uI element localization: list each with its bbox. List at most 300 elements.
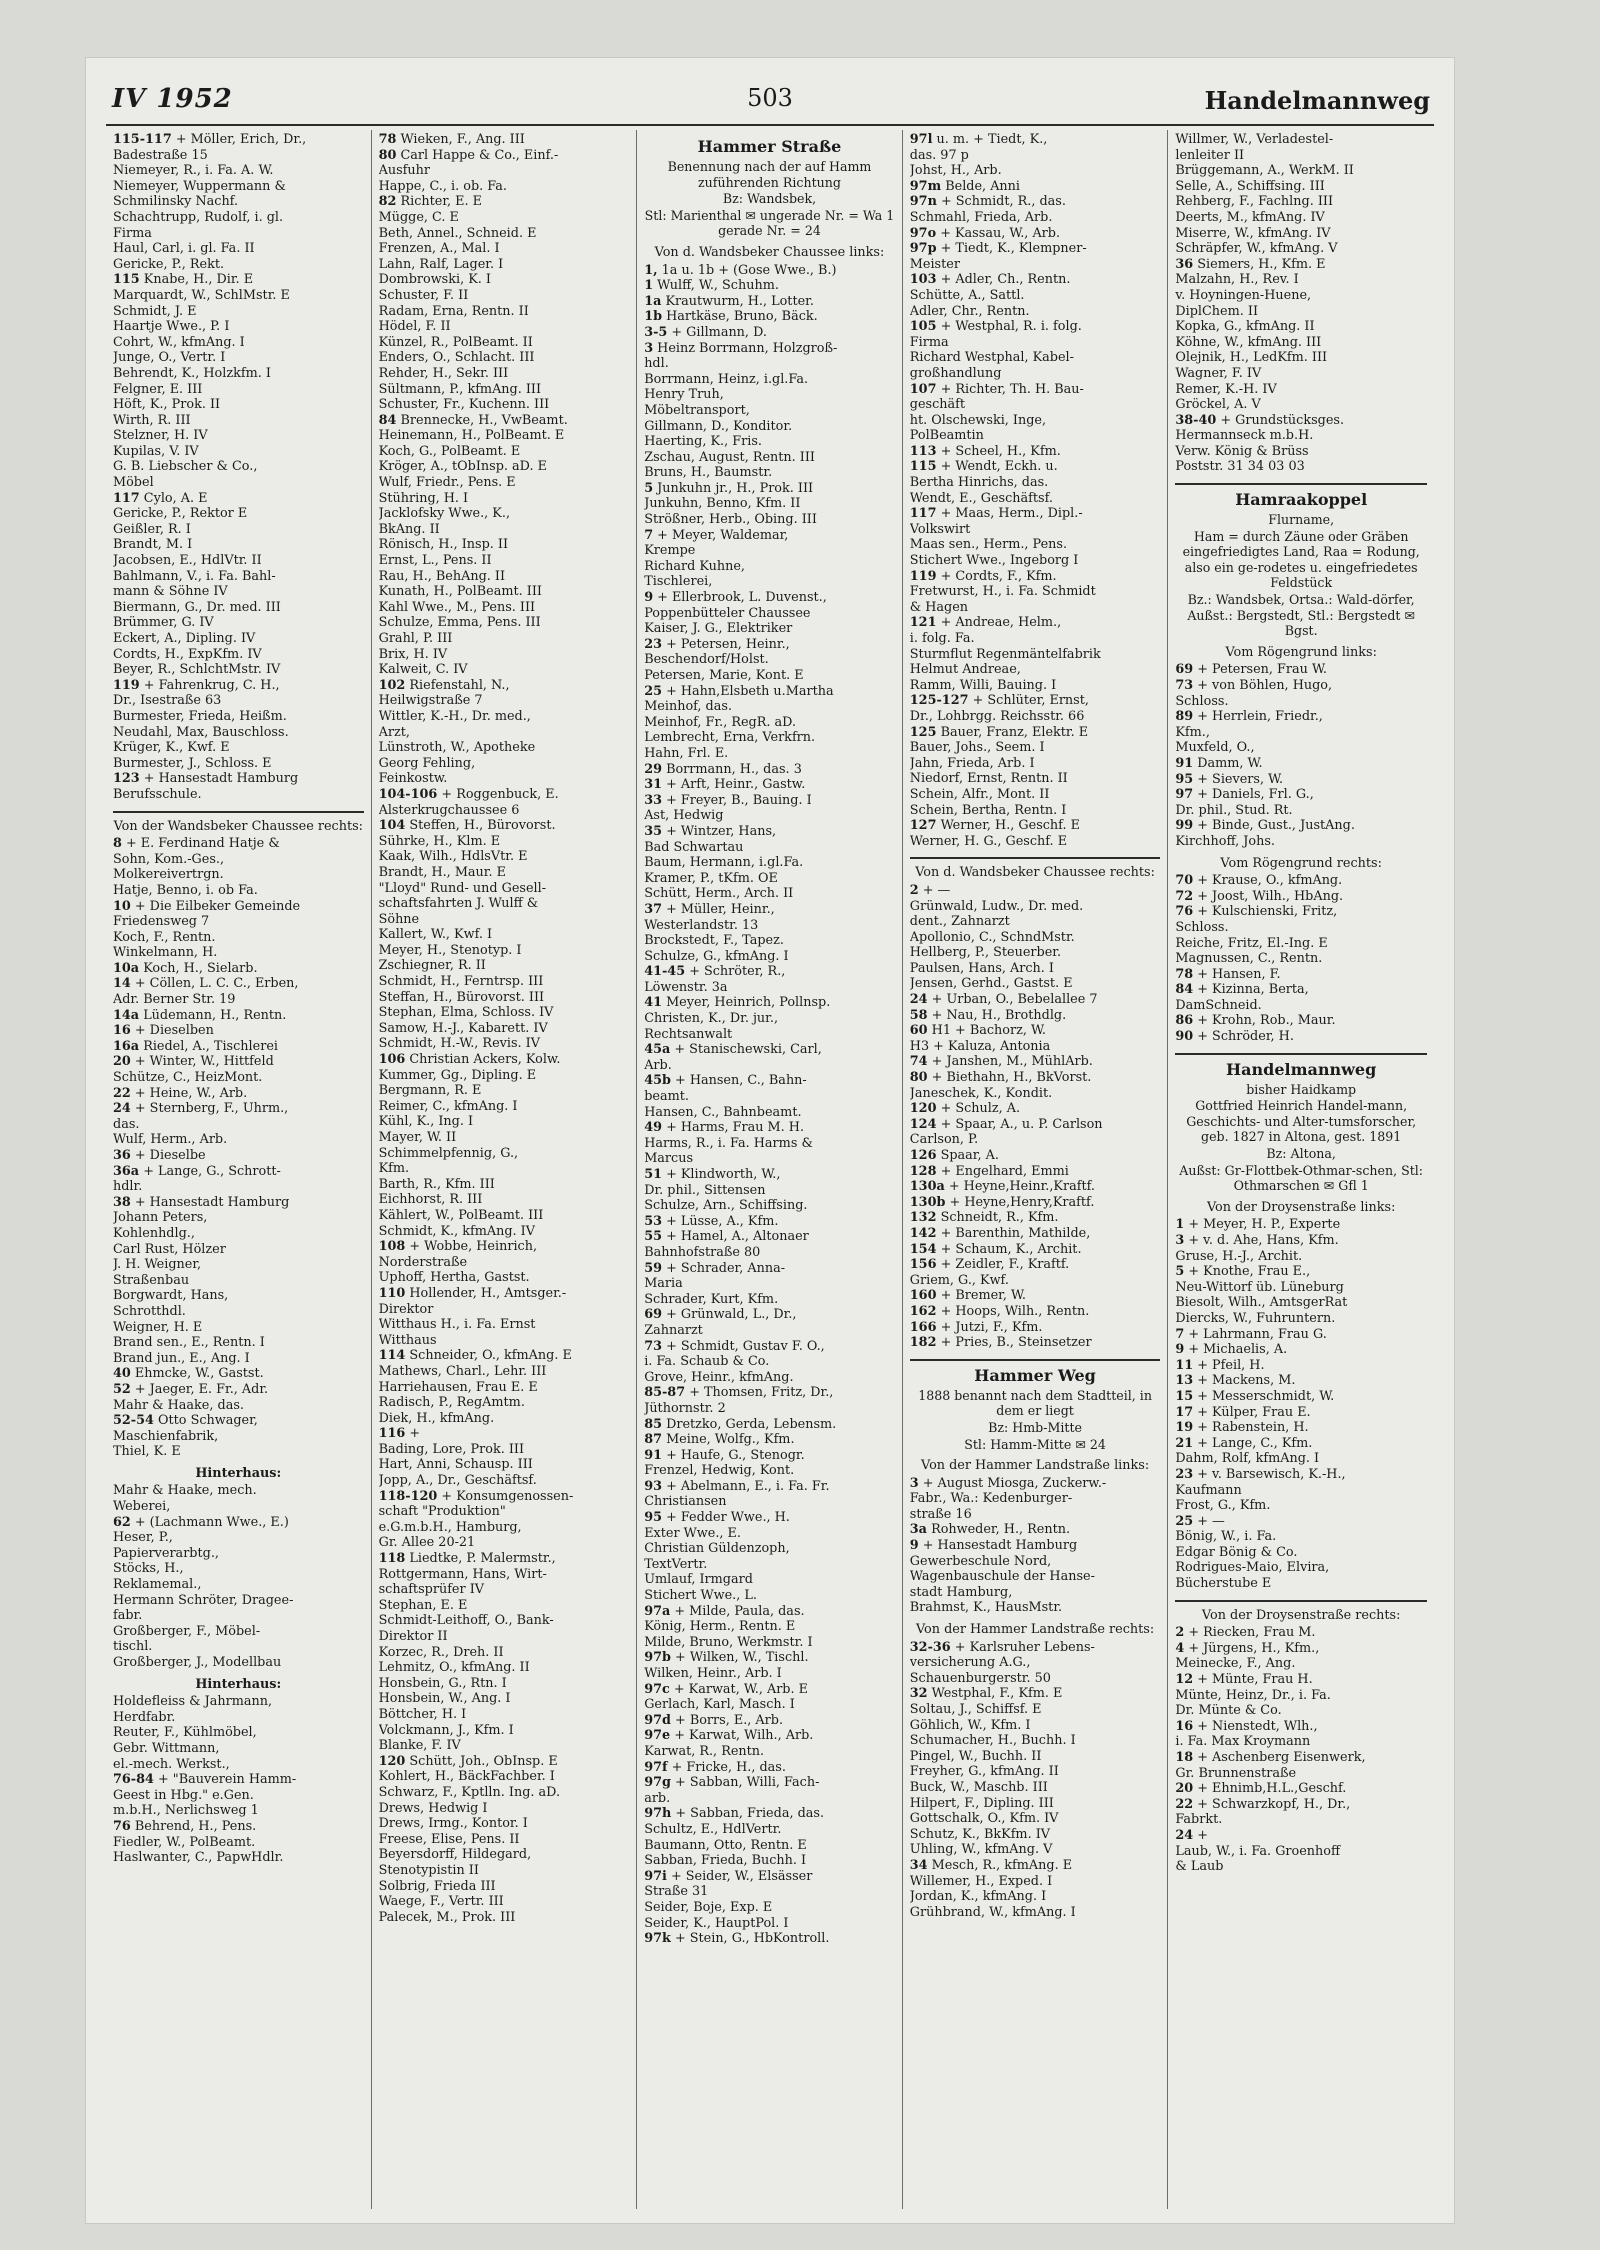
directory-entry: [113, 1366, 364, 1382]
directory-entry: [1175, 1734, 1427, 1750]
directory-entry: [113, 288, 364, 304]
directory-entry: [910, 226, 1161, 242]
directory-entry: [379, 1036, 630, 1052]
directory-entry: [644, 1635, 895, 1651]
entry-text: Freese, Elise, Pens. II: [378, 1831, 520, 1847]
directory-entry: [113, 1819, 364, 1835]
directory-entry: [379, 1005, 630, 1021]
directory-entry: [910, 631, 1161, 647]
directory-entry: [1175, 210, 1427, 226]
house-number: 58: [909, 1007, 928, 1023]
section-subheading: Von d. Wandsbeker Chaussee rechts:: [915, 865, 1155, 881]
entry-text: Henry Truh,: [644, 387, 724, 403]
entry-text: Stühring, H. I: [378, 490, 469, 506]
directory-entry: [113, 1413, 364, 1429]
entry-text: Hart, Anni, Schausp. III: [378, 1457, 533, 1473]
directory-entry: [379, 896, 630, 912]
directory-entry: [379, 1535, 630, 1551]
entry-text: Badestraße 15: [113, 147, 208, 163]
entry-text: + Richter, Th. H. Bau-: [940, 381, 1084, 397]
entry-text: Seider, K., HauptPol. I: [644, 1915, 789, 1931]
section-divider: [1175, 483, 1427, 485]
section-subheading: Hinterhaus:: [195, 1676, 282, 1692]
directory-entry: [910, 444, 1161, 460]
entry-text: Grühbrand, W., kfmAng. I: [909, 1904, 1076, 1920]
directory-entry: [910, 992, 1161, 1008]
house-number: 76: [113, 1818, 131, 1834]
directory-entry: [910, 1054, 1161, 1070]
entry-text: + Dieselbe: [134, 1148, 206, 1163]
directory-entry: [379, 1691, 630, 1707]
entry-text: + Klindworth, W.,: [666, 1167, 781, 1182]
directory-entry: [113, 1039, 364, 1055]
entry-text: Sturmflut Regenmäntelfabrik: [909, 646, 1101, 662]
entry-text: Borrmann, Heinz, i.gl.Fa.: [644, 371, 809, 387]
entry-text: + Karwat, Wilh., Arb.: [674, 1728, 814, 1744]
entry-text: Solbrig, Frieda III: [378, 1878, 496, 1894]
entry-text: & Hagen: [909, 599, 969, 615]
entry-text: Schumacher, H., Buchh. I: [909, 1733, 1076, 1749]
entry-text: + Hahn,Elsbeth u.Martha: [666, 683, 834, 699]
entry-text: Grünwald, Ludw., Dr. med.: [909, 898, 1084, 914]
directory-entry: [1175, 787, 1427, 803]
directory-entry: [644, 793, 895, 809]
entry-text: Dr., Isestraße 63: [113, 693, 222, 709]
directory-entry: [1175, 194, 1427, 210]
entry-text: Rönisch, H., Insp. II: [378, 537, 509, 553]
entry-text: Haartje Wwe., P. I: [113, 319, 230, 335]
entry-text: Westphal, F., Kfm. E: [931, 1686, 1063, 1702]
entry-text: Werner, H. G., Geschf. E: [909, 833, 1068, 849]
house-number: 97c: [644, 1681, 670, 1697]
directory-entry: [379, 553, 630, 569]
house-number: 41: [644, 995, 662, 1011]
entry-text: DiplChem. II: [1175, 303, 1258, 319]
entry-text: Soltau, J., Schiffsf. E: [909, 1702, 1042, 1717]
directory-entry: [113, 662, 364, 678]
directory-entry: [644, 840, 895, 856]
directory-entry: [113, 1382, 364, 1398]
entry-text: Olejnik, H., LedKfm. III: [1175, 350, 1328, 366]
entry-text: Poppenbütteler Chaussee: [644, 605, 811, 621]
directory-entry: [379, 849, 630, 865]
entry-text: Schimmelpfennig, G.,: [378, 1145, 519, 1161]
directory-entry: [1175, 1498, 1427, 1514]
entry-text: Volckmann, J., Kfm. I: [378, 1722, 514, 1738]
house-number: 97a: [644, 1603, 671, 1619]
directory-entry: [379, 1832, 630, 1848]
house-number: 104: [378, 818, 406, 834]
directory-entry: [644, 1697, 895, 1713]
directory-entry: [644, 1791, 895, 1807]
house-number: 102: [378, 677, 406, 693]
directory-entry: [113, 1320, 364, 1336]
entry-text: Baumann, Otto, Rentn. E: [644, 1837, 807, 1853]
entry-text: Meister: [909, 256, 960, 272]
entry-text: Cohrt, W., kfmAng. I: [113, 334, 245, 350]
directory-entry: [379, 1863, 630, 1879]
entry-text: Niemeyer, R., i. Fa. A. W.: [113, 163, 274, 179]
directory-entry: [113, 771, 364, 787]
house-number: 24: [1175, 1827, 1194, 1843]
directory-entry: [379, 1723, 630, 1739]
house-number: 7: [644, 527, 654, 543]
directory-entry: [379, 522, 630, 538]
entry-text: + Dieselben: [134, 1023, 214, 1039]
house-number: 91: [1175, 755, 1194, 771]
entry-text: Kopka, G., kfmAng. II: [1175, 319, 1315, 335]
directory-entry: [644, 1073, 895, 1089]
directory-entry: [1175, 1342, 1427, 1358]
entry-text: Behrendt, K., Holzkfm. I: [113, 365, 271, 381]
entry-text: Jahn, Frieda, Arb. I: [909, 755, 1035, 771]
entry-text: geschäft: [909, 397, 966, 413]
entry-text: Karwat, R., Rentn.: [644, 1743, 765, 1759]
directory-entry: [379, 912, 630, 928]
house-number: 125: [909, 724, 937, 740]
entry-text: Willmer, W., Verladestel-: [1175, 132, 1334, 147]
directory-entry: [1175, 1641, 1427, 1657]
house-number: 97o: [909, 225, 937, 241]
entry-text: beamt.: [644, 1089, 689, 1105]
entry-text: Hollender, H., Amtsger.-: [409, 1285, 567, 1301]
directory-entry: [644, 1916, 895, 1932]
house-number: 14: [113, 976, 131, 992]
directory-entry: [113, 241, 364, 257]
directory-entry: [113, 1577, 364, 1593]
entry-text: Hermannseck m.b.H.: [1175, 428, 1314, 444]
directory-entry: [113, 413, 364, 429]
entry-text: Schrader, Kurt, Kfm.: [644, 1291, 779, 1307]
directory-entry: [910, 945, 1161, 961]
entry-text: Krempe: [644, 543, 696, 559]
entry-text: Schloss.: [1175, 919, 1229, 935]
entry-text: Schloss.: [1175, 693, 1229, 709]
entry-text: + Schulz, A.: [940, 1101, 1021, 1117]
entry-text: Sültmann, P., kfmAng. III: [378, 381, 542, 397]
directory-entry: [113, 1608, 364, 1624]
entry-text: Miserre, W., kfmAng. IV: [1175, 225, 1331, 241]
house-number: 19: [1175, 1420, 1194, 1436]
section-subheading: Von der Droysenstraße links:: [1206, 1199, 1396, 1215]
entry-text: Böttcher, H. I: [378, 1706, 467, 1722]
directory-entry: [113, 226, 364, 242]
directory-entry: [910, 1671, 1161, 1687]
entry-text: Sührke, H., Klm. E: [378, 833, 501, 849]
entry-text: Reuter, F., Kühlmöbel,: [113, 1725, 257, 1741]
entry-text: + Jaeger, E. Fr., Adr.: [134, 1381, 269, 1397]
entry-text: Reklamemal.,: [113, 1577, 202, 1593]
house-number: 62: [113, 1514, 131, 1530]
entry-text: Witthaus H., i. Fa. Ernst: [378, 1317, 536, 1333]
entry-text: Meyer, H., Stenotyp. I: [378, 942, 522, 958]
entry-text: Kfm.,: [1175, 724, 1210, 740]
directory-entry: [379, 1068, 630, 1084]
directory-entry: [910, 1827, 1161, 1843]
house-number: 9: [1175, 1342, 1185, 1358]
entry-text: + Thomsen, Fritz, Dr.,: [689, 1385, 834, 1401]
house-number: 106: [378, 1052, 406, 1068]
house-number: 118-120: [378, 1488, 438, 1504]
entry-text: Fabrkt.: [1175, 1812, 1223, 1828]
entry-text: Kupilas, V. IV: [113, 443, 199, 459]
entry-text: + Michaelis, A.: [1188, 1342, 1288, 1358]
directory-entry: [910, 1749, 1161, 1765]
entry-text: Gr. Allee 20-21: [378, 1535, 476, 1551]
entry-text: Bönig, W., i. Fa.: [1175, 1529, 1277, 1545]
entry-text: Mahr & Haake, das.: [113, 1397, 244, 1413]
directory-entry: [1175, 1405, 1427, 1421]
directory-entry: [379, 1660, 630, 1676]
directory-entry: [644, 1198, 895, 1214]
directory-entry: [644, 496, 895, 512]
street-heading: Hamraakoppel: [1235, 490, 1368, 510]
entry-text: Hödel, F. II: [378, 319, 451, 335]
entry-text: + Seider, W., Elsässer: [670, 1868, 813, 1884]
entry-text: Samow, H.-J., Kabarett. IV: [378, 1020, 548, 1036]
entry-text: Waege, F., Vertr. III: [378, 1894, 504, 1910]
entry-text: i. Fa. Max Kroymann: [1175, 1734, 1311, 1750]
house-number: 36a: [113, 1163, 140, 1179]
directory-entry: [379, 459, 630, 475]
entry-text: Jopp, A., Dr., Geschäftsf.: [378, 1473, 537, 1489]
directory-entry: [379, 1317, 630, 1333]
directory-entry: [644, 434, 895, 450]
entry-text: Werner, H., Geschf. E: [940, 818, 1080, 834]
entry-text: H3 + Kaluza, Antonia: [909, 1038, 1051, 1054]
house-number: 49: [644, 1120, 662, 1136]
entry-text: Geest in Hbg." e.Gen.: [113, 1787, 254, 1803]
directory-entry: [113, 1835, 364, 1851]
directory-entry: [910, 834, 1161, 850]
entry-text: Kohlenhdlg.,: [113, 1225, 195, 1241]
directory-entry: [113, 1593, 364, 1609]
entry-text: + Wilken, W., Tischl.: [675, 1650, 809, 1666]
directory-entry: [113, 867, 364, 883]
section-divider: [1175, 1600, 1427, 1602]
house-number: 5: [1175, 1264, 1185, 1280]
directory-entry: [113, 475, 364, 491]
entry-text: Haul, Carl, i. gl. Fa. II: [113, 241, 255, 257]
directory-entry: [1175, 1781, 1427, 1797]
directory-entry: [1175, 1560, 1427, 1576]
entry-text: + Schröter, R.,: [689, 964, 786, 980]
directory-entry: [379, 382, 630, 398]
house-number: 72: [1175, 888, 1194, 904]
entry-text: Dretzko, Gerda, Lebensm.: [666, 1416, 837, 1432]
entry-text: + Ellerbrook, L. Duvenst.,: [657, 590, 827, 606]
directory-entry: [1175, 1703, 1427, 1719]
directory-entry: [113, 491, 364, 507]
entry-text: Drews, Hedwig I: [378, 1800, 488, 1816]
entry-text: Cylo, A. E: [143, 490, 208, 506]
house-number: 82: [378, 194, 397, 210]
entry-text: großhandlung: [909, 365, 1002, 381]
directory-entry: [644, 1526, 895, 1542]
directory-entry: [379, 1473, 630, 1489]
directory-entry: [1175, 1656, 1427, 1672]
entry-text: Herdfabr.: [113, 1709, 176, 1725]
entry-text: Wagner, F. IV: [1175, 365, 1262, 381]
directory-entry: [644, 1089, 895, 1105]
directory-entry: [113, 304, 364, 320]
entry-text: Griem, G., Kwf.: [909, 1272, 1009, 1288]
entry-text: Magnussen, C., Rentn.: [1175, 951, 1323, 967]
entry-text: Schein, Bertha, Rentn. I: [909, 802, 1067, 818]
directory-entry: [644, 450, 895, 466]
directory-entry: [910, 1905, 1161, 1921]
house-number: 104-106: [378, 786, 438, 802]
entry-text: TextVertr.: [644, 1556, 708, 1572]
directory-entry: [644, 1604, 895, 1620]
directory-entry: [113, 883, 364, 899]
house-number: 3a: [909, 1522, 927, 1538]
directory-entry: [1175, 1373, 1427, 1389]
entry-text: Kaufmann: [1175, 1482, 1242, 1498]
directory-entry: [113, 1351, 364, 1367]
house-number: 130b: [909, 1194, 946, 1210]
house-number: 24: [909, 992, 928, 1008]
directory-entry: [379, 740, 630, 756]
entry-text: + Stanischewski, Carl,: [674, 1042, 822, 1058]
directory-entry: [113, 132, 364, 148]
directory-entry: [113, 1530, 364, 1546]
entry-text: Neu-Wittorf üb. Lüneburg: [1175, 1279, 1344, 1295]
entry-text: Gewerbeschule Nord,: [909, 1553, 1052, 1569]
entry-text: Muxfeld, O.,: [1175, 740, 1255, 756]
directory-entry: [1175, 1828, 1427, 1844]
entry-text: Burmester, Frieda, Heißm.: [113, 708, 287, 724]
directory-entry: [644, 964, 895, 980]
directory-entry: [379, 1754, 630, 1770]
house-number: 97g: [644, 1775, 671, 1791]
directory-entry: [113, 569, 364, 585]
entry-text: Kahl Wwe., M., Pens. III: [378, 599, 536, 615]
directory-entry: [910, 818, 1161, 834]
entry-text: Brümmer, G. IV: [113, 615, 214, 631]
directory-entry: [1175, 319, 1427, 335]
house-number: 127: [909, 818, 937, 834]
directory-entry: [379, 1520, 630, 1536]
entry-text: Dombrowski, K. I: [378, 272, 491, 288]
directory-entry: [379, 958, 630, 974]
entry-text: Damm, W.: [1197, 755, 1263, 771]
directory-entry: [910, 335, 1161, 351]
house-number: 3: [1175, 1233, 1185, 1248]
entry-text: Reimer, C., kfmAng. I: [378, 1098, 518, 1114]
directory-entry: [113, 366, 364, 382]
entry-text: Rohweder, H., Rentn.: [931, 1522, 1071, 1538]
house-number: 14a: [113, 1007, 140, 1023]
entry-text: + Sabban, Willi, Fach-: [675, 1775, 820, 1791]
directory-entry: [379, 1457, 630, 1473]
directory-entry: [910, 272, 1161, 288]
directory-entry: [1175, 1529, 1427, 1545]
directory-entry: [379, 210, 630, 226]
directory-entry: [113, 584, 364, 600]
directory-entry: [910, 1023, 1161, 1039]
house-number: 124: [909, 1116, 937, 1132]
directory-entry: [910, 600, 1161, 616]
entry-text: Happe, C., i. ob. Fa.: [378, 178, 507, 194]
entry-text: 1a u. 1b + (Gose Wwe., B.): [661, 262, 837, 278]
directory-entry: [644, 1370, 895, 1386]
directory-entry: [910, 475, 1161, 491]
entry-text: Exter Wwe., E.: [644, 1525, 741, 1541]
directory-entry: [379, 834, 630, 850]
entry-text: + Hamel, A., Altonaer: [666, 1229, 809, 1245]
directory-entry: [644, 1775, 895, 1791]
directory-entry: [379, 1567, 630, 1583]
entry-text: Bauer, Johs., Seem. I: [909, 740, 1045, 756]
directory-entry: [644, 1463, 895, 1479]
directory-entry: [379, 288, 630, 304]
entry-text: + Biethahn, H., BkVorst.: [931, 1070, 1092, 1086]
entry-text: Hermann Schröter, Dragee-: [113, 1592, 294, 1608]
entry-text: Grahl, P. III: [378, 631, 453, 646]
entry-text: Fretwurst, H., i. Fa. Schmidt: [909, 584, 1096, 600]
entry-text: Göhlich, W., Kfm. I: [909, 1717, 1031, 1733]
directory-entry: [113, 1257, 364, 1273]
directory-entry: [910, 1585, 1161, 1601]
directory-entry: [113, 397, 364, 413]
directory-entry: [379, 491, 630, 507]
entry-text: + Joost, Wilh., HbAng.: [1197, 888, 1344, 904]
entry-text: Heinemann, H., PolBeamt. E: [378, 428, 565, 444]
entry-text: Arzt,: [378, 724, 410, 740]
house-number: 36: [1175, 256, 1194, 272]
directory-entry: [379, 756, 630, 772]
entry-text: Wieken, F., Ang. III: [400, 132, 525, 147]
entry-text: Stöcks, H.,: [113, 1561, 184, 1577]
directory-entry: [644, 1572, 895, 1588]
directory-entry: [113, 1710, 364, 1726]
directory-entry: [379, 148, 630, 164]
entry-text: Brandt, H., Maur. E: [378, 864, 506, 880]
entry-text: Umlauf, Irmgard: [644, 1572, 753, 1588]
entry-text: Friedensweg 7: [113, 914, 210, 930]
entry-text: Kummer, Gg., Dipling. E: [378, 1067, 537, 1083]
directory-entry: [644, 1167, 895, 1183]
directory-entry: [644, 762, 895, 778]
house-number: 3: [909, 1475, 919, 1491]
directory-entry: [113, 836, 364, 852]
entry-text: Adler, Chr., Rentn.: [909, 303, 1030, 319]
directory-entry: [379, 132, 630, 148]
entry-text: Borrmann, H., das. 3: [666, 761, 802, 777]
directory-entry: [113, 335, 364, 351]
directory-entry: [113, 1086, 364, 1102]
entry-text: Baum, Hermann, i.gl.Fa.: [644, 855, 804, 871]
directory-entry: [379, 1255, 630, 1271]
entry-text: Heilwigstraße 7: [378, 693, 483, 709]
directory-entry: [113, 678, 364, 694]
entry-text: Heinz Borrmann, Holzgroß-: [657, 340, 838, 356]
directory-entry: [910, 148, 1161, 164]
entry-text: Geißler, R. I: [113, 521, 191, 537]
directory-entry: [910, 1117, 1161, 1133]
directory-entry: [1175, 740, 1427, 756]
directory-entry: [379, 1239, 630, 1255]
directory-entry: [644, 746, 895, 762]
entry-text: + Haufe, G., Stenogr.: [666, 1447, 805, 1463]
directory-entry: [379, 444, 630, 460]
entry-text: + Münte, Frau H.: [1197, 1672, 1313, 1688]
street-note: Bz: Wandsbek,: [722, 191, 817, 207]
directory-entry: [910, 914, 1161, 930]
directory-entry: [113, 961, 364, 977]
house-number: 37: [644, 901, 662, 917]
